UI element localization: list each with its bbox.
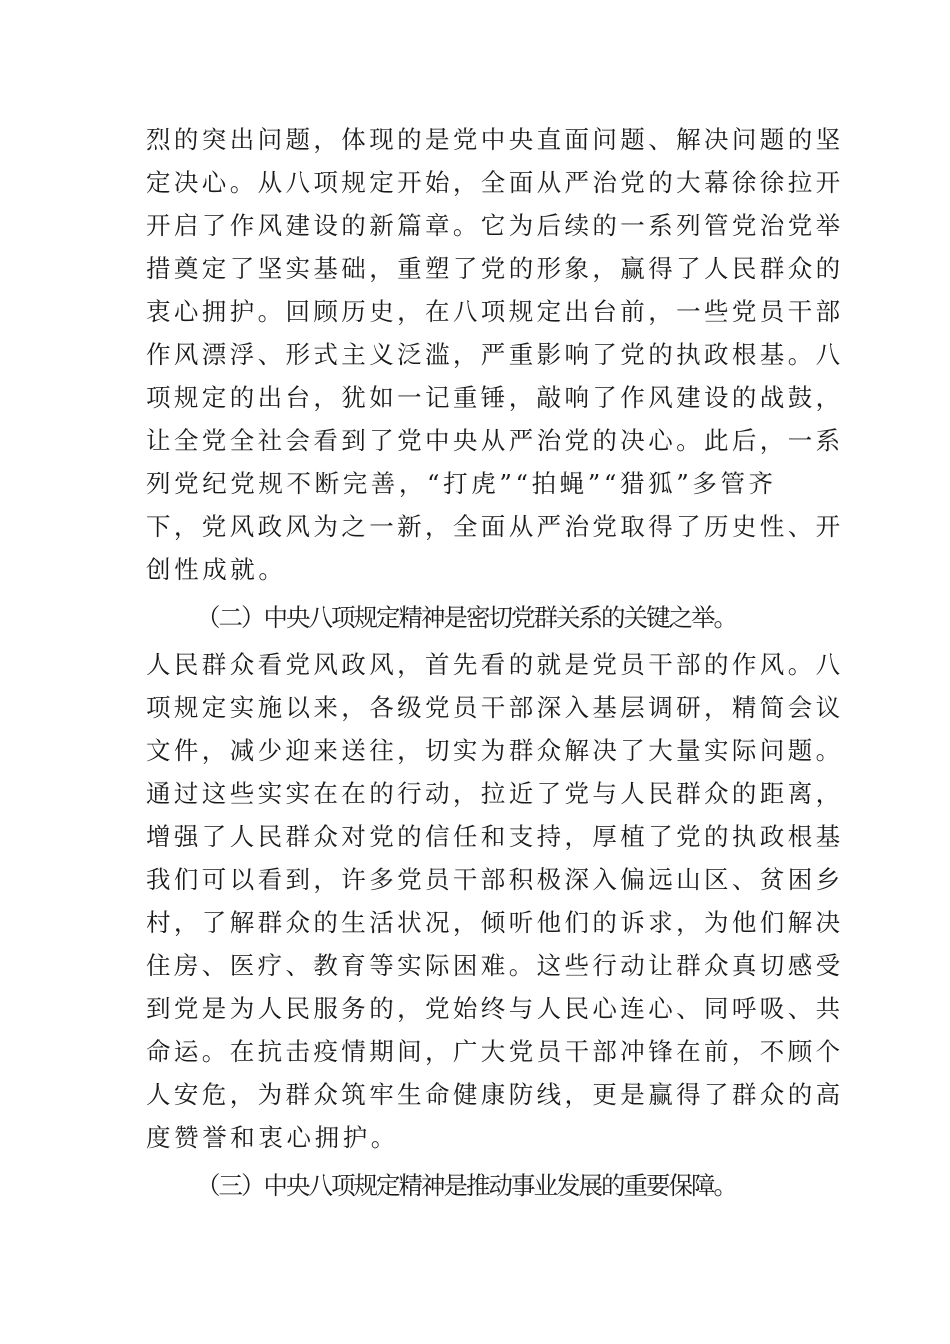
text-line: 度赞誉和衷心拥护。	[146, 1123, 399, 1152]
text-line: 我们可以看到，许多党员干部积极深入偏远山区、贫困乡	[146, 865, 844, 894]
section-heading: （三）中央八项规定精神是推动事业发展的重要保障。	[196, 1171, 736, 1200]
text-line: 烈的突出问题，体现的是党中央直面问题、解决问题的坚	[146, 125, 844, 154]
text-line: 人安危，为群众筑牢生命健康防线，更是赢得了群众的高	[146, 1080, 844, 1109]
text-line: 让全党全社会看到了党中央从严治党的决心。此后，一系	[146, 426, 844, 455]
text-line: 开启了作风建设的新篇章。它为后续的一系列管党治党举	[146, 211, 844, 240]
text-line: 衷心拥护。回顾历史，在八项规定出台前，一些党员干部	[146, 297, 844, 326]
text-line: 人民群众看党风政风，首先看的就是党员干部的作风。八	[146, 650, 844, 679]
text-line: 增强了人民群众对党的信任和支持，厚植了党的执政根基	[146, 822, 844, 851]
text-line: 命运。在抗击疫情期间，广大党员干部冲锋在前，不顾个	[146, 1037, 844, 1066]
text-line: 项规定的出台，犹如一记重锤，敲响了作风建设的战鼓，	[146, 383, 844, 412]
text-line: 到党是为人民服务的，党始终与人民心连心、同呼吸、共	[146, 994, 844, 1023]
text-line: 作风漂浮、形式主义泛滥，严重影响了党的执政根基。八	[146, 340, 844, 369]
text-line: 住房、医疗、教育等实际困难。这些行动让群众真切感受	[146, 951, 844, 980]
text-line: 下，党风政风为之一新，全面从严治党取得了历史性、开	[146, 512, 844, 541]
text-line: 村，了解群众的生活状况，倾听他们的诉求，为他们解决	[146, 908, 844, 937]
text-line: 文件，减少迎来送往，切实为群众解决了大量实际问题。	[146, 736, 844, 765]
text-line: 创性成就。	[146, 555, 287, 584]
text-line: 通过这些实实在在的行动，拉近了党与人民群众的距离，	[146, 779, 844, 808]
section-heading: （二）中央八项规定精神是密切党群关系的关键之举。	[196, 603, 736, 632]
text-line: 项规定实施以来，各级党员干部深入基层调研，精简会议	[146, 693, 844, 722]
text-line: 措奠定了坚实基础，重塑了党的形象，赢得了人民群众的	[146, 254, 844, 283]
text-line: 定决心。从八项规定开始，全面从严治党的大幕徐徐拉开	[146, 168, 844, 197]
text-line: 列党纪党规不断完善，“打虎”“拍蝇”“猎狐”多管齐	[146, 469, 777, 498]
